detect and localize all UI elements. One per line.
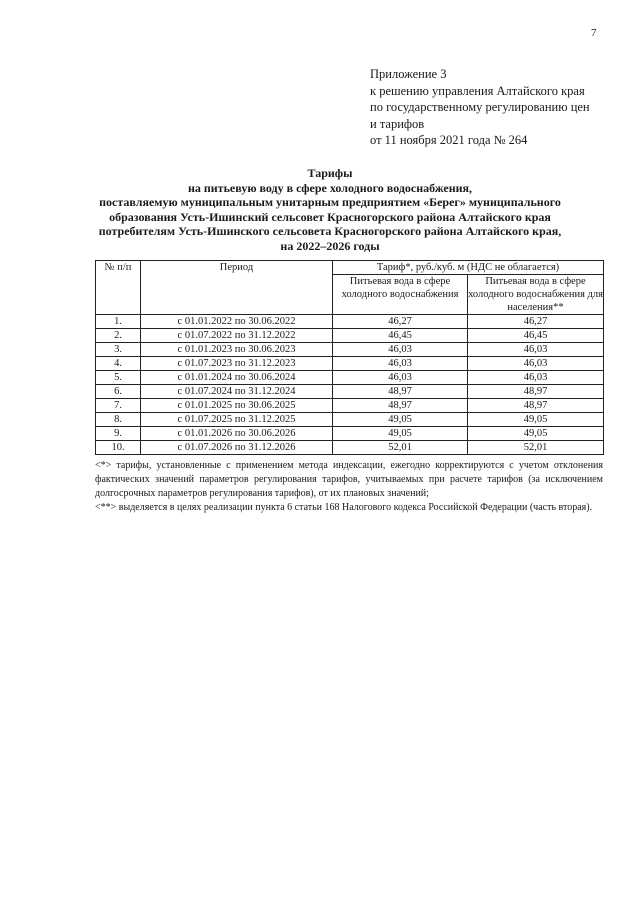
document-title	[60, 166, 600, 253]
table-row	[96, 343, 604, 357]
row-number: 2.	[96, 329, 141, 343]
row-number: 1.	[96, 315, 141, 329]
table-row	[96, 413, 604, 427]
row-tariff-population: 46,27	[468, 315, 604, 329]
appendix-line: и тарифов	[370, 116, 425, 131]
title-line: потребителям Усть-Ишинского сельсовета Красногорского района Алтайского края,	[98, 224, 562, 238]
row-tariff-cold-water: 46,27	[333, 315, 468, 329]
row-number: 4.	[96, 357, 141, 371]
title-line: Тарифы	[307, 166, 353, 180]
appendix-line: Приложение 3	[370, 67, 447, 81]
row-tariff-cold-water: 46,45	[333, 329, 468, 343]
row-number: 6.	[96, 385, 141, 399]
row-tariff-population: 48,97	[468, 399, 604, 413]
table-row	[96, 357, 604, 371]
row-period: с 01.07.2022 по 31.12.2022	[141, 329, 333, 343]
row-number: 5.	[96, 371, 141, 385]
title-line: на питьевую воду в сфере холодного водоснабжения,	[187, 180, 473, 195]
row-number: 10.	[96, 441, 141, 455]
table-row	[96, 441, 604, 455]
row-tariff-population: 52,01	[468, 441, 604, 455]
appendix-line: к решению управления Алтайского края	[370, 83, 585, 98]
table-row	[96, 371, 604, 385]
row-tariff-population: 49,05	[468, 413, 604, 427]
row-number: 7.	[96, 399, 141, 413]
row-tariff-cold-water: 46,03	[333, 343, 468, 357]
row-tariff-cold-water: 48,97	[333, 385, 468, 399]
row-period: с 01.01.2022 по 30.06.2022	[141, 315, 333, 329]
row-period: с 01.01.2026 по 30.06.2026	[141, 427, 333, 441]
footnote-tariff-indexation: <*> тарифы, установленные с применением метода индексации, ежегодно корректируются с учетом отклонения фактических значений параметров регулирования тарифов, учитываемых при расчете тарифов (за исключением долгосрочных параметров регулирования тарифов), от их плановых значений;	[95, 460, 603, 499]
table-row	[96, 315, 604, 329]
footnote-vat: <**> выделяется в целях реализации пункта 6 статьи 168 Налогового кодекса Российской Федерации (часть вторая).	[95, 502, 593, 513]
table-row	[96, 329, 604, 343]
header-num: № п/п	[96, 261, 141, 315]
table-row	[96, 427, 604, 441]
title-line: образования Усть-Ишинский сельсовет Красногорского района Алтайского края	[109, 209, 551, 224]
row-tariff-cold-water: 52,01	[333, 441, 468, 455]
row-tariff-population: 46,03	[468, 343, 604, 357]
row-number: 9.	[96, 427, 141, 441]
table-row	[96, 385, 604, 399]
header-cold-water-population: Питьевая вода в сфере холодного водоснабжения для населения**	[468, 276, 603, 313]
row-tariff-population: 48,97	[468, 385, 604, 399]
footnotes	[95, 459, 603, 515]
row-period: с 01.07.2024 по 31.12.2024	[141, 385, 333, 399]
row-tariff-cold-water: 49,05	[333, 427, 468, 441]
row-tariff-population: 46,45	[468, 329, 604, 343]
row-period: с 01.07.2025 по 31.12.2025	[141, 413, 333, 427]
row-tariff-population: 49,05	[468, 427, 604, 441]
header-cold-water: Питьевая вода в сфере холодного водоснабжения	[333, 275, 468, 315]
header-tariff: Тариф*, руб./куб. м (НДС не облагается)	[333, 261, 604, 275]
title-line: поставляемую муниципальным унитарным предприятием «Берег» муниципального	[99, 195, 561, 209]
appendix-line: по государственному регулированию цен	[370, 100, 590, 114]
title-line: на 2022–2026 годы	[280, 238, 380, 253]
row-period: с 01.01.2025 по 30.06.2025	[141, 399, 333, 413]
row-tariff-cold-water: 46,03	[333, 357, 468, 371]
row-tariff-population: 46,03	[468, 357, 604, 371]
row-tariff-population: 46,03	[468, 371, 604, 385]
row-period: с 01.07.2023 по 31.12.2023	[141, 357, 333, 371]
row-period: с 01.01.2024 по 30.06.2024	[141, 371, 333, 385]
tariff-table	[95, 260, 604, 455]
appendix-header	[370, 66, 590, 149]
appendix-line: от 11 ноября 2021 года № 264	[370, 133, 528, 147]
row-number: 8.	[96, 413, 141, 427]
row-tariff-cold-water: 49,05	[333, 413, 468, 427]
header-period: Период	[141, 261, 333, 315]
row-period: с 01.01.2023 по 30.06.2023	[141, 343, 333, 357]
row-tariff-cold-water: 46,03	[333, 371, 468, 385]
row-tariff-cold-water: 48,97	[333, 399, 468, 413]
page-number: 7	[591, 27, 597, 39]
row-number: 3.	[96, 343, 141, 357]
table-row	[96, 399, 604, 413]
row-period: с 01.07.2026 по 31.12.2026	[141, 441, 333, 455]
